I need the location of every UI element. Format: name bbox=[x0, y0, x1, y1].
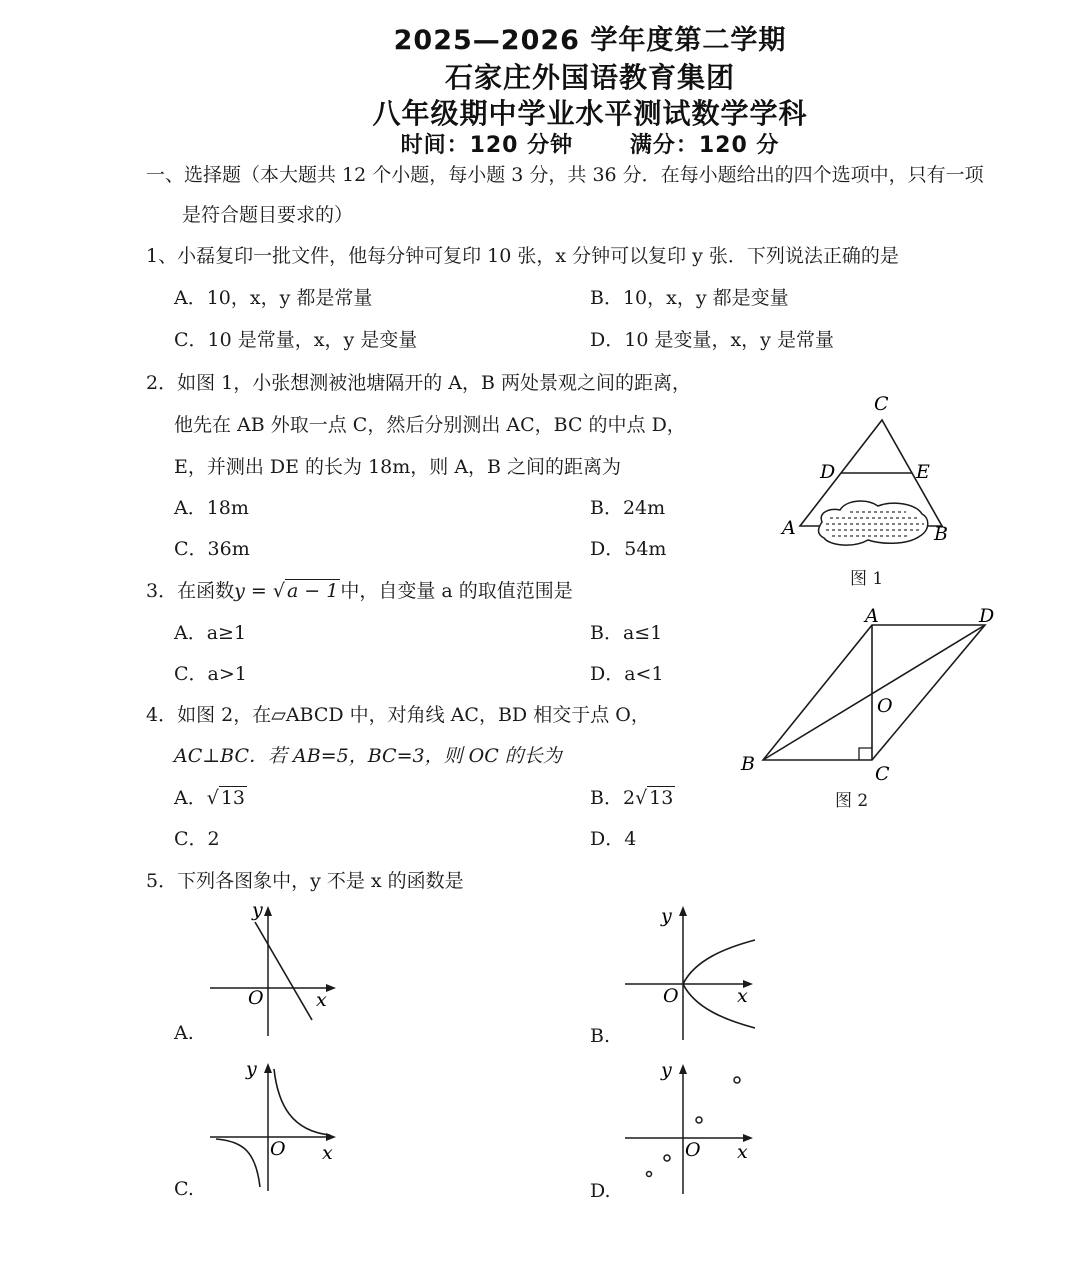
q5-stem: 5．下列各图象中，y 不是 x 的函数是 bbox=[146, 870, 464, 892]
section-heading-cont: 是符合题目要求的） bbox=[182, 204, 354, 226]
graph-d-y-label: y bbox=[661, 1059, 672, 1081]
graph-b-origin-label: O bbox=[663, 985, 679, 1007]
right-angle-mark bbox=[859, 748, 872, 760]
header-score: 满分：120 分 bbox=[629, 133, 780, 158]
graph-c-curve-left bbox=[216, 1139, 260, 1187]
q3-stem-pre: 3．在函数 bbox=[146, 580, 235, 602]
q4-option-b bbox=[590, 783, 675, 810]
graph-c-hyperbola bbox=[200, 1055, 350, 1195]
figure-2-caption: 图 2 bbox=[835, 791, 869, 811]
graph-d-point bbox=[696, 1117, 702, 1123]
fig2-label-b: B bbox=[741, 753, 755, 775]
q2-stem-3: E，并测出 DE 的长为 18m，则 A，B 之间的距离为 bbox=[174, 456, 622, 478]
fig2-label-d: D bbox=[979, 605, 995, 627]
fig1-label-c: C bbox=[874, 393, 889, 415]
q4-stem-2: AC⊥BC．若 AB=5，BC=3，则 OC 的长为 bbox=[174, 745, 562, 767]
graph-a-y-label: y bbox=[252, 899, 263, 921]
q4-a-label: A． bbox=[174, 787, 207, 809]
graph-b-x-label: x bbox=[737, 985, 748, 1007]
q2-stem-1: 2．如图 1，小张想测被池塘隔开的 A，B 两处景观之间的距离， bbox=[146, 372, 691, 394]
q5-option-b: B. bbox=[590, 1025, 611, 1047]
q2-option-c: C．36m bbox=[174, 538, 250, 560]
q1-option-a: A．10，x，y 都是常量 bbox=[174, 287, 373, 309]
q1-option-b: B．10，x，y 都是变量 bbox=[590, 287, 789, 309]
graph-d-point bbox=[647, 1172, 652, 1177]
pond-shape bbox=[819, 501, 928, 545]
figure-1-triangle bbox=[770, 390, 970, 565]
q3-option-b: B．a≤1 bbox=[590, 622, 663, 644]
q3-radicand: a − 1 bbox=[286, 580, 339, 602]
graph-b-parabola bbox=[615, 900, 765, 1045]
q4-option-d: D．4 bbox=[590, 828, 637, 850]
fig1-label-e: E bbox=[916, 461, 930, 483]
figure-2-parallelogram bbox=[735, 600, 1005, 790]
diagonal-bd bbox=[763, 625, 985, 760]
graph-a-x-label: x bbox=[316, 989, 327, 1011]
sqrt-symbol: √ bbox=[272, 580, 285, 602]
q3-option-c: C．a>1 bbox=[174, 663, 247, 685]
sqrt-symbol: √ bbox=[635, 787, 648, 809]
graph-a-origin-label: O bbox=[248, 987, 264, 1009]
fig2-label-o: O bbox=[877, 695, 893, 717]
q5-option-d: D. bbox=[590, 1180, 611, 1202]
q4-option-a bbox=[174, 783, 247, 810]
q4-a-radicand: 13 bbox=[220, 787, 246, 809]
q2-option-b: B．24m bbox=[590, 497, 666, 519]
q2-option-d: D．54m bbox=[590, 538, 667, 560]
q4-stem-1: 4．如图 2，在▱ABCD 中，对角线 AC，BD 相交于点 O， bbox=[146, 704, 650, 726]
header-meta bbox=[0, 128, 1080, 159]
fig2-label-a: A bbox=[865, 605, 879, 627]
graph-d-point bbox=[734, 1077, 740, 1083]
q2-stem-2: 他先在 AB 外取一点 C，然后分别测出 AC，BC 的中点 D， bbox=[174, 414, 686, 436]
graph-d-points bbox=[615, 1058, 765, 1198]
graph-c-y-label: y bbox=[246, 1058, 257, 1080]
q3-stem-func: y = bbox=[234, 580, 273, 602]
q5-option-c: C. bbox=[174, 1178, 194, 1200]
q3-stem-post: 中，自变量 a 的取值范围是 bbox=[340, 580, 573, 602]
graph-c-origin-label: O bbox=[270, 1138, 286, 1160]
q4-b-label: B．2 bbox=[590, 787, 636, 809]
q4-b-radicand: 13 bbox=[649, 787, 674, 809]
q1-option-c: C．10 是常量，x，y 是变量 bbox=[174, 329, 418, 351]
sqrt-symbol: √ bbox=[206, 787, 219, 809]
q1-stem: 1、小磊复印一批文件，他每分钟可复印 10 张，x 分钟可以复印 y 张．下列说法正确的是 bbox=[146, 245, 899, 267]
q3-option-a: A．a≥1 bbox=[174, 622, 247, 644]
fig1-label-d: D bbox=[820, 461, 836, 483]
header-school: 石家庄外国语教育集团 bbox=[444, 61, 735, 94]
q2-option-a: A．18m bbox=[174, 497, 249, 519]
graph-d-origin-label: O bbox=[685, 1139, 701, 1161]
graph-c-curve-right bbox=[274, 1069, 330, 1135]
header-time: 时间：120 分钟 bbox=[400, 133, 574, 158]
section-heading: 一、选择题（本大题共 12 个小题，每小题 3 分，共 36 分．在每小题给出的四个选项中，只有一项 bbox=[146, 164, 984, 186]
graph-a-line bbox=[200, 896, 350, 1041]
q4-option-c: C．2 bbox=[174, 828, 220, 850]
q3-option-d: D．a<1 bbox=[590, 663, 664, 685]
fig1-label-a: A bbox=[782, 517, 796, 539]
header-exam-name: 八年级期中学业水平测试数学学科 bbox=[372, 97, 808, 130]
fig2-label-c: C bbox=[875, 763, 890, 785]
header-term: 2025—2026 学年度第二学期 bbox=[393, 25, 787, 56]
graph-d-point bbox=[664, 1155, 670, 1161]
fig1-label-b: B bbox=[934, 523, 948, 545]
q3-stem bbox=[146, 576, 573, 603]
q5-option-a: A. bbox=[174, 1022, 194, 1044]
graph-d-x-label: x bbox=[737, 1141, 748, 1163]
graph-b-y-label: y bbox=[661, 905, 672, 927]
figure-1-caption: 图 1 bbox=[850, 569, 884, 589]
q1-option-d: D．10 是变量，x，y 是常量 bbox=[590, 329, 834, 351]
graph-c-x-label: x bbox=[322, 1142, 333, 1164]
